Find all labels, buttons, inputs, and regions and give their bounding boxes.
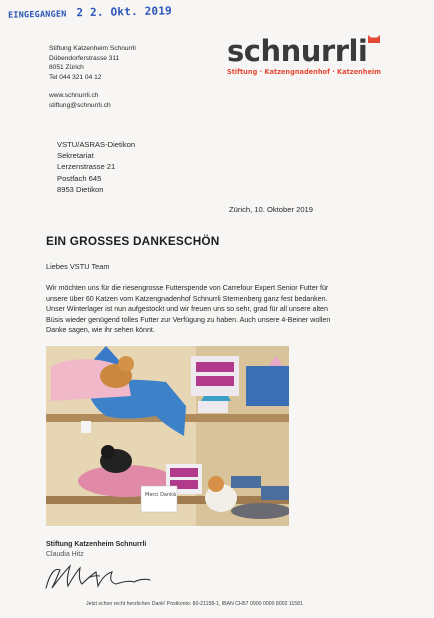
schnurrli-logo xyxy=(227,36,407,76)
sender-line: Dübendorferstrasse 311 xyxy=(49,54,120,62)
stamp-date: 2 2. Okt. 2019 xyxy=(76,4,173,20)
letter-greeting: Liebes VSTU Team xyxy=(46,262,110,271)
handwritten-signature xyxy=(38,558,168,598)
photo-note: Merci Dankä xyxy=(145,492,177,498)
stamp-label: EINGEGANGEN xyxy=(7,9,67,21)
signer-org: Stiftung Katzenheim Schnurrli xyxy=(46,541,147,548)
body-line: Unser Winterlager ist nun aufgestockt und wir freuen uns so sehr, grad für all unsere alten xyxy=(46,305,328,314)
sender-line: 8051 Zürich xyxy=(49,64,84,72)
logo-wordmark: schnurrli xyxy=(227,34,368,68)
recipient-line: Sekretariat xyxy=(57,151,94,161)
recipient-line: VSTU/ASRAS-Dietikon xyxy=(57,140,136,149)
recipient-line: Postfach 645 xyxy=(57,173,102,183)
sender-line: Tel 044 321 04 12 xyxy=(49,73,102,81)
sender-line: Stiftung Katzenheim Schnurrli xyxy=(49,45,136,52)
letter-body xyxy=(46,283,396,336)
sender-contact xyxy=(49,91,111,110)
body-line: Danke sagen, wie ihr sehen könnt. xyxy=(46,326,155,335)
body-line: Wir möchten uns für die riesengrosse Futterspende von Carrefour Expert Senior Futter für xyxy=(46,284,329,292)
recipient-address xyxy=(57,139,135,195)
letter-title: EIN GROSSES DANKESCHÖN xyxy=(46,234,220,248)
signer-name: Claudia Hitz xyxy=(46,551,84,558)
received-stamp xyxy=(8,4,172,20)
body-line: unsere über 60 Katzen vom Katzengnadenhof Schnurrli Sternenberg ganz fest bedanken. xyxy=(46,294,328,303)
cats-photo xyxy=(46,346,289,526)
sender-address xyxy=(49,44,136,82)
letter-footer: Jetzt schon recht herzlichen Dank! Postkonto: 80-21158-1, IBAN CH57 0900 0000 8002 11581 xyxy=(86,601,303,607)
recipient-line: Lerzenstrasse 21 xyxy=(57,162,116,172)
cat-head-icon xyxy=(367,33,381,44)
sender-website: www.schnurrli.ch xyxy=(49,92,99,99)
body-line: Büsis wieder genügend tolles Futter zur Verfügung zu haben. Auch unsere 4-Beiner wollen xyxy=(46,315,331,324)
logo-tagline: Stiftung · Katzengnadenhof · Katzenheim xyxy=(227,68,382,76)
cats-photo-illustration xyxy=(46,346,289,526)
letter-date: Zürich, 10. Oktober 2019 xyxy=(229,205,313,214)
sender-email: stiftung@schnurrli.ch xyxy=(49,101,111,109)
recipient-line: 8953 Dietikon xyxy=(57,184,104,194)
